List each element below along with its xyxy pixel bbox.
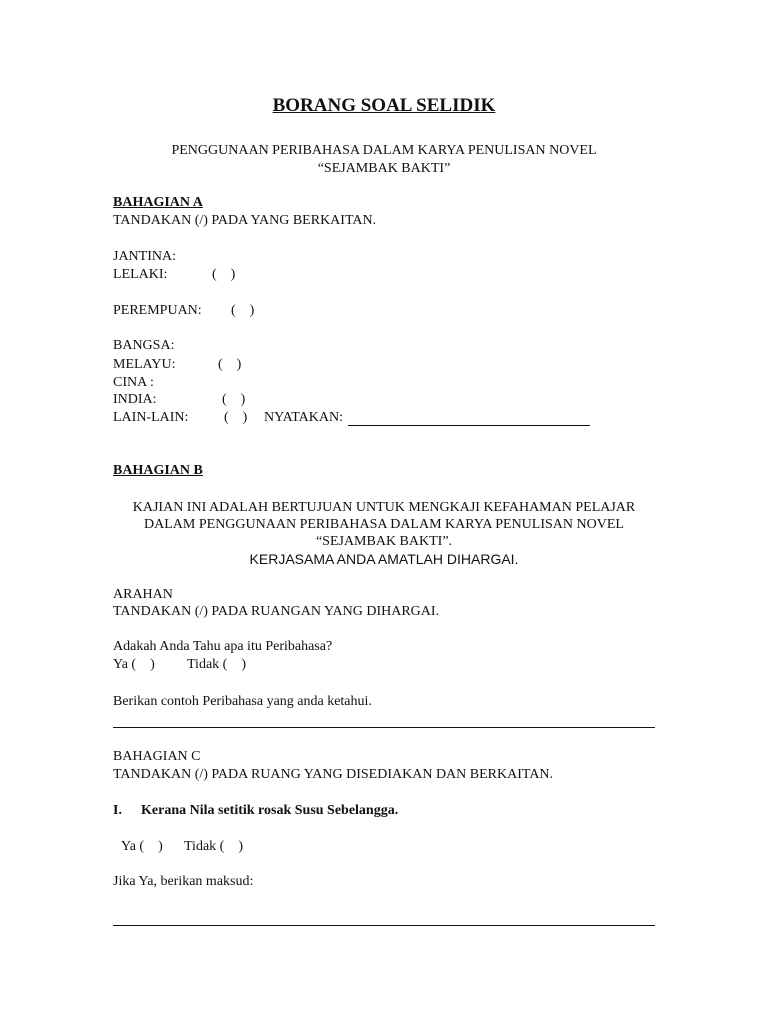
- melayu-checkbox[interactable]: ( ): [218, 357, 242, 372]
- nyatakan-label: NYATAKAN:: [264, 410, 343, 425]
- item-tidak-checkbox[interactable]: Tidak ( ): [184, 839, 243, 854]
- example-answer-line[interactable]: [113, 727, 655, 728]
- peribahasa-item-text: Kerana Nila setitik rosak Susu Sebelangga.: [141, 803, 399, 818]
- jantina-label: JANTINA:: [113, 249, 176, 264]
- section-c-instruction: TANDAKAN (/) PADA RUANG YANG DISEDIAKAN DAN BERKAITAN.: [113, 767, 554, 782]
- subtitle-line-1: PENGGUNAAN PERIBAHASA DALAM KARYA PENULISAN NOVEL: [171, 143, 597, 158]
- section-b-intro-line-1: KAJIAN INI ADALAH BERTUJUAN UNTUK MENGKAJI KEFAHAMAN PELAJAR: [132, 500, 636, 515]
- peribahasa-question: Adakah Anda Tahu apa itu Peribahasa?: [113, 639, 333, 654]
- india-checkbox[interactable]: ( ): [222, 392, 246, 407]
- subtitle-line-2: “SEJAMBAK BAKTI”: [317, 161, 451, 176]
- section-a-heading: BAHAGIAN A: [113, 195, 203, 210]
- section-b-intro-line-3: “SEJAMBAK BAKTI”.: [315, 534, 453, 549]
- melayu-label: MELAYU:: [113, 357, 176, 372]
- arahan-label: ARAHAN: [113, 587, 173, 602]
- nyatakan-answer-line[interactable]: [348, 425, 590, 426]
- ya-checkbox[interactable]: Ya ( ): [113, 657, 155, 672]
- tidak-checkbox[interactable]: Tidak ( ): [187, 657, 246, 672]
- item-ya-checkbox[interactable]: Ya ( ): [121, 839, 163, 854]
- example-prompt: Berikan contoh Peribahasa yang anda ketahui.: [113, 694, 372, 709]
- section-b-intro-line-2: DALAM PENGGUNAAN PERIBAHASA DALAM KARYA PENULISAN NOVEL: [144, 517, 624, 532]
- meaning-answer-line[interactable]: [113, 925, 655, 926]
- cina-label: CINA :: [113, 375, 154, 390]
- section-b-heading: BAHAGIAN B: [113, 463, 203, 478]
- section-b-instruction: TANDAKAN (/) PADA RUANGAN YANG DIHARGAI.: [113, 604, 440, 619]
- lelaki-checkbox[interactable]: ( ): [212, 267, 236, 282]
- perempuan-checkbox[interactable]: ( ): [231, 303, 255, 318]
- item-number: I.: [113, 803, 122, 818]
- meaning-prompt: Jika Ya, berikan maksud:: [113, 874, 254, 889]
- perempuan-label: PEREMPUAN:: [113, 303, 202, 318]
- form-title: BORANG SOAL SELIDIK: [272, 95, 496, 116]
- lelaki-label: LELAKI:: [113, 267, 168, 282]
- section-a-instruction: TANDAKAN (/) PADA YANG BERKAITAN.: [113, 213, 377, 228]
- section-b-thanks: KERJASAMA ANDA AMATLAH DIHARGAI.: [249, 551, 519, 567]
- lain-lain-checkbox[interactable]: ( ): [224, 410, 248, 425]
- lain-lain-label: LAIN-LAIN:: [113, 410, 189, 425]
- section-c-heading: BAHAGIAN C: [113, 749, 201, 764]
- bangsa-label: BANGSA:: [113, 338, 175, 353]
- india-label: INDIA:: [113, 392, 157, 407]
